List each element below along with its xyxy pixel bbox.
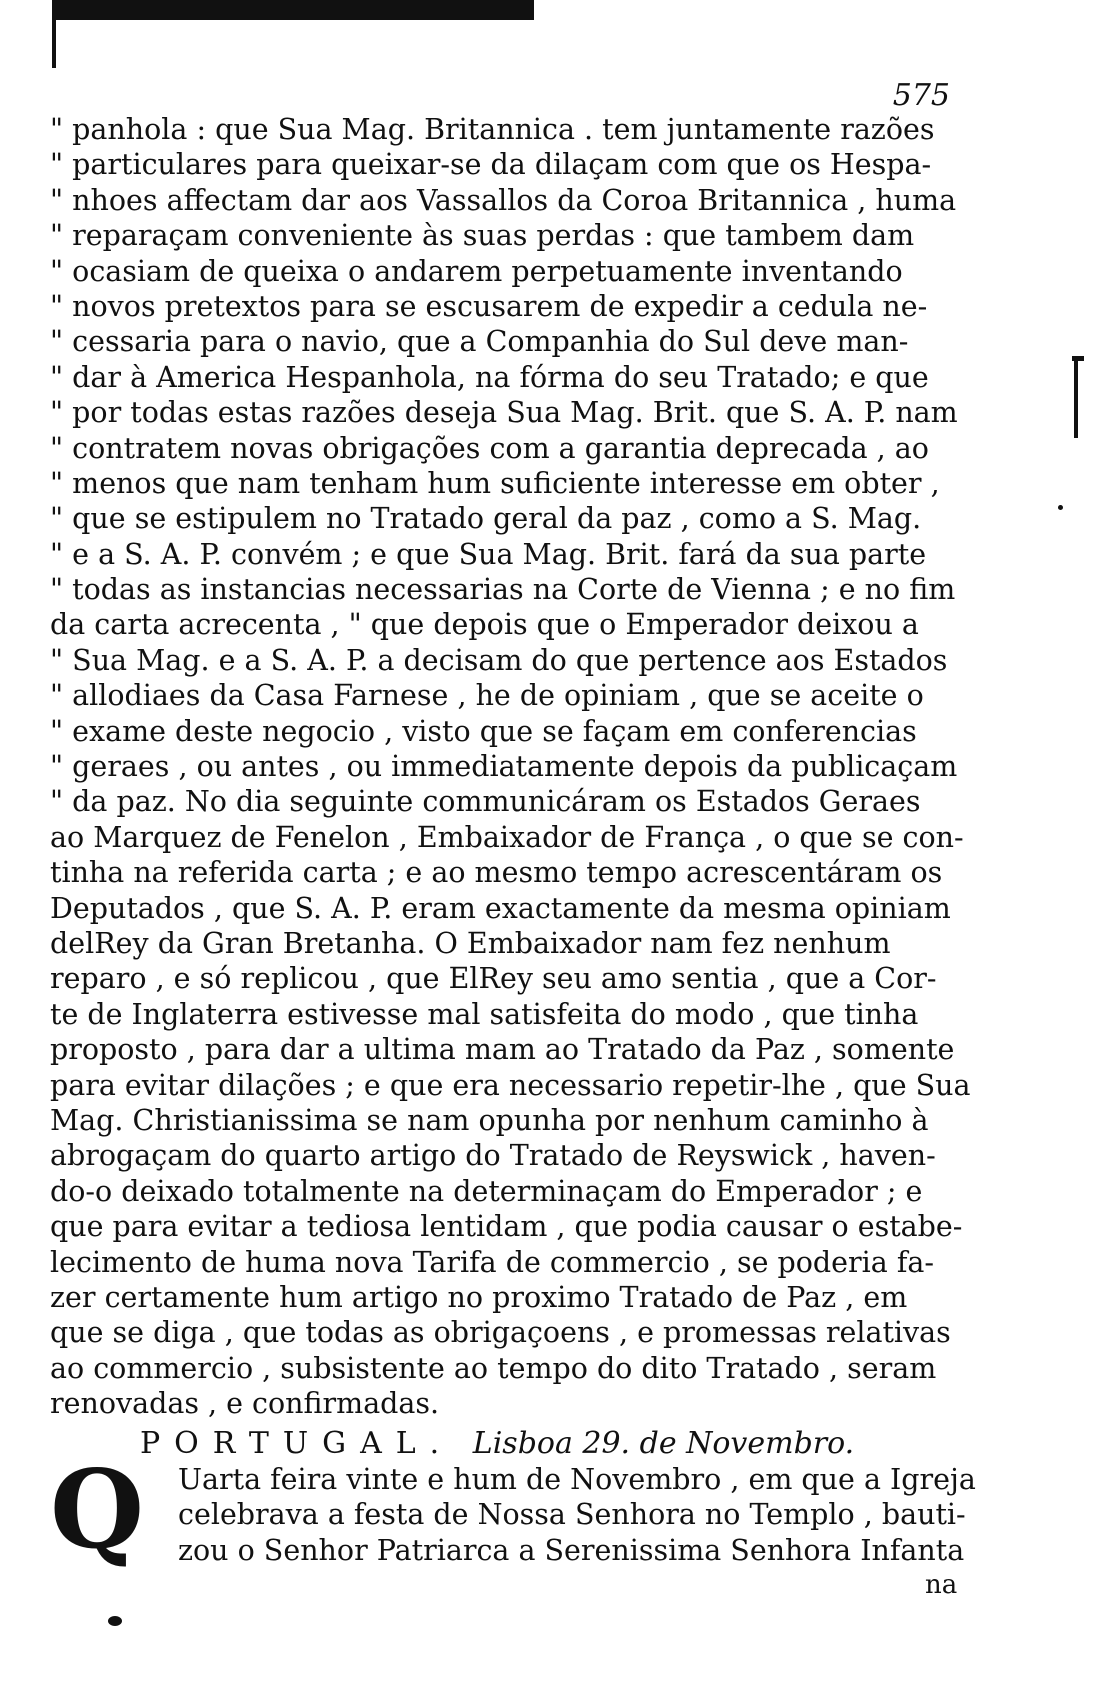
- section-heading: [140, 1426, 960, 1461]
- text-line: " allodiaes da Casa Farnese , he de opiniam , que se aceite o: [50, 679, 924, 713]
- margin-dot: [1058, 505, 1063, 510]
- text-line: abrogaçam do quarto artigo do Tratado de Reyswick , haven-: [50, 1139, 936, 1173]
- text-line: ao commercio , subsistente ao tempo do dito Tratado , seram: [50, 1351, 937, 1385]
- text-line: " panhola : que Sua Mag. Britannica . tem juntamente razões: [50, 113, 935, 146]
- text-line: proposto , para dar a ultima mam ao Tratado da Paz , somente: [50, 1033, 955, 1067]
- text-line: " contratem novas obrigações com a garantia deprecada , ao: [50, 431, 929, 465]
- text-line: delRey da Gran Bretanha. O Embaixador nam fez nenhum: [50, 926, 891, 960]
- text-line: da carta acrecenta , " que depois que o Emperador deixou a: [50, 608, 919, 642]
- text-line: " menos que nam tenham hum suficiente interesse em obter ,: [50, 466, 940, 500]
- text-line: " que se estipulem no Tratado geral da paz , como a S. Mag.: [50, 502, 922, 536]
- text-line: " cessaria para o navio, que a Companhia do Sul deve man-: [50, 325, 909, 359]
- text-line: " dar à America Hespanhola, na fórma do seu Tratado; e que: [50, 360, 929, 394]
- heading-place-date: Lisboa 29. de Novembro.: [472, 1426, 855, 1461]
- margin-mark: [1074, 356, 1078, 438]
- text-line: " por todas estas razões deseja Sua Mag. Brit. que S. A. P. nam: [50, 396, 958, 430]
- text-line: " da paz. No dia seguinte communicáram os Estados Geraes: [50, 785, 921, 819]
- top-rule: [52, 0, 534, 20]
- text-line: zer certamente hum artigo no proximo Tratado de Paz , em: [50, 1280, 908, 1314]
- text-line: que para evitar a tediosa lentidam , que podia causar o estabe-: [50, 1210, 963, 1244]
- text-line: do-o deixado totalmente na determinaçam do Emperador ; e: [50, 1174, 923, 1208]
- text-line: renovadas , e confirmadas.: [50, 1387, 440, 1421]
- text-line: reparo , e só replicou , que ElRey seu amo sentia , que a Cor-: [50, 962, 937, 996]
- text-line: " nhoes affectam dar aos Vassallos da Coroa Britannica , huma: [50, 183, 957, 217]
- text-line: Mag. Christianissima se nam opunha por nenhum caminho à: [50, 1103, 929, 1137]
- text-line: lecimento de huma nova Tarifa de commercio , se poderia fa-: [50, 1245, 934, 1279]
- ink-stain: [108, 1616, 122, 1626]
- text-line: ao Marquez de Fenelon , Embaixador de França , o que se con-: [50, 820, 964, 854]
- catchword: na: [925, 1570, 958, 1600]
- paragraph-lisboa: [178, 1462, 978, 1568]
- text-line: " geraes , ou antes , ou immediatamente depois da publicaçam: [50, 750, 958, 784]
- text-line: celebrava a festa de Nossa Senhora no Templo , bauti-: [178, 1498, 966, 1532]
- heading-country: PORTUGAL.: [140, 1426, 454, 1461]
- text-line: Uarta feira vinte e hum de Novembro , em que a Igreja: [178, 1463, 976, 1496]
- text-line: " e a S. A. P. convém ; e que Sua Mag. Brit. fará da sua parte: [50, 537, 927, 571]
- text-line: " ocasiam de queixa o andarem perpetuamente inventando: [50, 254, 903, 288]
- text-line: zou o Senhor Patriarca a Serenissima Senhora Infanta: [178, 1533, 965, 1567]
- text-line: te de Inglaterra estivesse mal satisfeita do modo , que tinha: [50, 997, 919, 1031]
- text-line: tinha na referida carta ; e ao mesmo tempo acrescentáram os: [50, 856, 943, 890]
- text-line: " novos pretextos para se escusarem de expedir a cedula ne-: [50, 289, 928, 323]
- text-line: Deputados , que S. A. P. eram exactamente da mesma opiniam: [50, 891, 951, 925]
- body-text: [50, 112, 970, 1421]
- page-number: 575: [892, 78, 950, 113]
- text-line: que se diga , que todas as obrigaçoens , e promessas relativas: [50, 1316, 951, 1350]
- text-line: " exame deste negocio , visto que se façam em conferencias: [50, 714, 917, 748]
- text-line: " Sua Mag. e a S. A. P. a decisam do que pertence aos Estados: [50, 643, 948, 677]
- text-line: " todas as instancias necessarias na Corte de Vienna ; e no fim: [50, 573, 956, 607]
- drop-cap: Q: [50, 1447, 145, 1573]
- text-line: " reparaçam conveniente às suas perdas : que tambem dam: [50, 219, 915, 253]
- text-line: para evitar dilações ; e que era necessario repetir-lhe , que Sua: [50, 1068, 971, 1102]
- text-line: " particulares para queixar-se da dilaçam com que os Hespa-: [50, 148, 932, 182]
- top-rule-stub: [52, 20, 56, 68]
